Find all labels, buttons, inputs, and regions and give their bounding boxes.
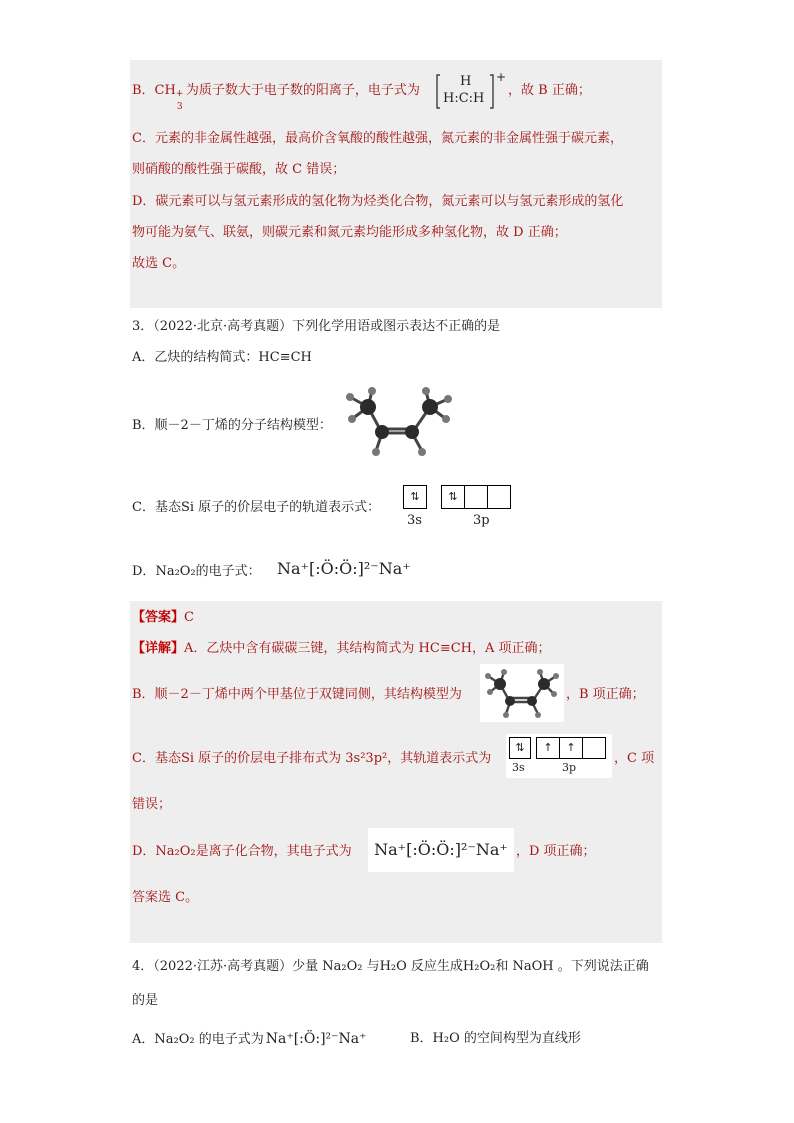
detail-orbital-3p-3 [583,738,605,758]
box1-line-end: 故选 C。 [132,256,186,271]
q3-stem: 3．（2022·北京·高考真题）下列化学用语或图示表达不正确的是 [132,319,501,334]
detail-orbital-image: ⇅ ↑ ↑ 3s 3p [506,734,612,778]
detail-line-b-suffix: ，B 项正确； [566,687,645,702]
q4-stem-line1: 4．（2022·江苏·高考真题）少量 Na₂O₂ 与H₂O 反应生成H₂O₂和 NaOH 。下列说法正确 [132,959,649,974]
line-b-prefix: B．CH [132,83,176,98]
cis-butene-model [338,385,460,460]
box1-line-d1: D．碳元素可以与氢元素形成的氢化物为烃类化合物，氮元素可以与氢元素形成的氢化 [132,194,624,209]
detail-line-d: D．Na₂O₂是离子化合物，其电子式为 [132,844,352,859]
q3-option-a: A．乙炔的结构简式：HC≡CH [132,350,312,365]
q4-stem-line2: 的是 [132,993,159,1008]
box1-line-b: B．CH + 3 为质子数大于电子数的阳离子，电子式为 [132,83,420,112]
orbital-3p-2 [465,486,488,508]
label-3s: 3s [407,513,422,528]
orbital-3s-box [403,485,427,509]
orbital-3p-boxes [441,485,511,509]
cis-butene-model-small [480,664,564,722]
orbital-3p-3 [488,486,510,508]
detail-line-a: 【详解】A．乙炔中含有碳碳三键，其结构简式为 HC≡CH，A 项正确； [132,641,551,656]
box1-line-d2: 物可能为氨气、联氨，则碳元素和氮元素均能形成多种氢化物，故 D 正确； [132,225,567,240]
detail-butene-image [480,664,564,722]
q3-option-c: C．基态Si 原子的价层电子的轨道表示式： [132,500,381,515]
q4-option-b: B．H₂O 的空间构型为直线形 [410,1031,581,1046]
detail-line-end: 答案选 C。 [132,890,199,905]
detail-orbital-3s: ⇅ [515,741,525,754]
orbital-3p-1: ⇅ [442,486,465,508]
detail-line-c: C．基态Si 原子的价层电子排布式为 3s²3p²，其轨道表示式为 [132,751,492,766]
methyl-electron-formula: H H:C:H + [436,74,506,110]
detail-orbital-3p-2: ↑ [560,738,583,758]
line-b-mid: 为质子数大于电子数的阳离子，电子式为 [185,83,420,98]
detail-line-c2: 错误； [132,797,172,812]
detail-orbital-3p-1: ↑ [537,738,560,758]
box1-line-c2: 则硝酸的酸性强于碳酸，故 C 错误； [132,162,346,177]
label-3p: 3p [473,513,490,528]
detail-line-c-suffix: ，C 项 [614,751,655,766]
q3-option-d: D．Na₂O₂的电子式： [132,564,261,579]
detail-line-b: B．顺－2－丁烯中两个甲基位于双键同侧，其结构模型为 [132,687,462,702]
orbital-3s: ⇅ [410,490,420,503]
detail-na2o2-formula: Na⁺[:Ö:Ö:]²⁻Na⁺ [368,828,514,872]
detail-line-d-suffix: ，D 项正确； [516,844,596,859]
answer-line: 【答案】C [132,610,194,625]
line-b-suffix: ，故 B 正确； [508,83,591,98]
q4-option-a: A．Na₂O₂ 的电子式为 Na⁺[:Ö:]²⁻Na⁺ [132,1031,367,1047]
box1-line-c1: C．元素的非金属性越强，最高价含氧酸的酸性越强，氮元素的非金属性强于碳元素， [132,131,623,146]
q3-na2o2-electron-formula: Na⁺[:Ö:Ö:]²⁻Na⁺ [277,559,411,578]
q3-option-b: B．顺－2－丁烯的分子结构模型： [132,418,332,433]
